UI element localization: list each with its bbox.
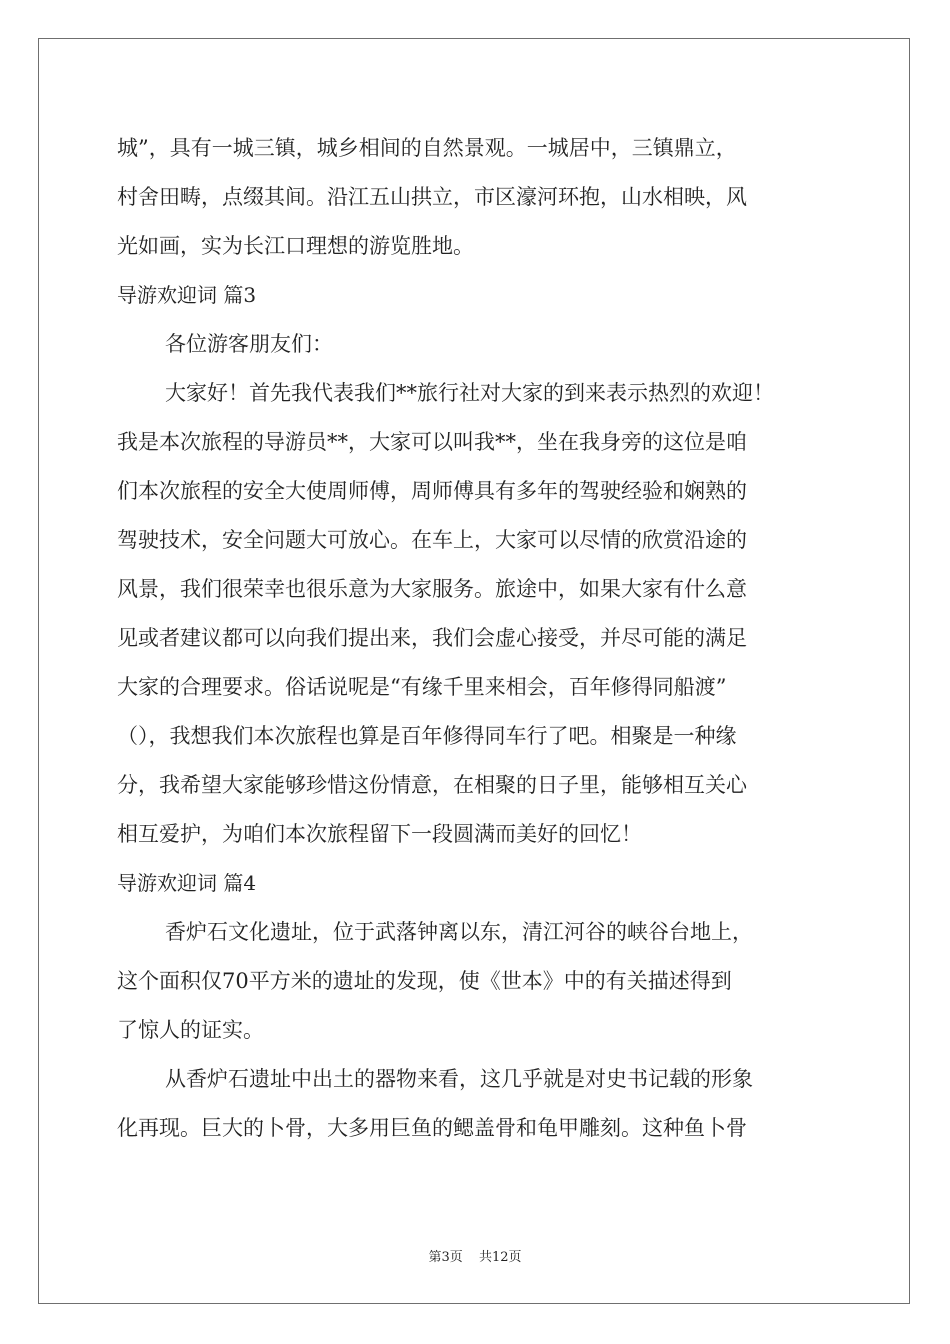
section-heading: 导游欢迎词 篇3 bbox=[117, 283, 257, 307]
page-number: 第3页 bbox=[428, 1250, 463, 1265]
text-line: 分，我希望大家能够珍惜这份情意，在相聚的日子里，能够相互关心 bbox=[117, 773, 747, 797]
page-total: 共12页 bbox=[478, 1250, 522, 1265]
document-body bbox=[117, 124, 837, 1153]
text-line: 驾驶技术，安全问题大可放心。在车上，大家可以尽情的欣赏沿途的 bbox=[117, 528, 747, 552]
text-line: 这个面积仅70平方米的遗址的发现，使《世本》中的有关描述得到 bbox=[117, 969, 732, 993]
text-line: （），我想我们本次旅程也算是百年修得同车行了吧。相聚是一种缘 bbox=[117, 724, 737, 748]
text-line: 香炉石文化遗址，位于武落钟离以东，清江河谷的峡谷台地上， bbox=[165, 920, 753, 944]
text-line: 风景，我们很荣幸也很乐意为大家服务。旅途中，如果大家有什么意 bbox=[117, 577, 747, 601]
text-line: 了惊人的证实。 bbox=[117, 1018, 264, 1042]
text-line: 村舍田畴，点缀其间。沿江五山拱立，市区濠河环抱，山水相映，风 bbox=[117, 185, 747, 209]
page-footer bbox=[0, 1246, 950, 1265]
text-line: 大家的合理要求。俗话说呢是“有缘千里来相会，百年修得同船渡” bbox=[117, 675, 727, 699]
text-line: 见或者建议都可以向我们提出来，我们会虚心接受，并尽可能的满足 bbox=[117, 626, 747, 650]
text-line: 光如画，实为长江口理想的游览胜地。 bbox=[117, 234, 474, 258]
text-line: 们本次旅程的安全大使周师傅，周师傅具有多年的驾驶经验和娴熟的 bbox=[117, 479, 747, 503]
text-line: 我是本次旅程的导游员**，大家可以叫我**，坐在我身旁的这位是咱 bbox=[117, 430, 747, 454]
text-line: 相互爱护，为咱们本次旅程留下一段圆满而美好的回忆！ bbox=[117, 822, 642, 846]
section-heading: 导游欢迎词 篇4 bbox=[117, 871, 257, 895]
text-line: 化再现。巨大的卜骨，大多用巨鱼的鳃盖骨和龟甲雕刻。这种鱼卜骨 bbox=[117, 1116, 747, 1140]
text-line: 城”，具有一城三镇，城乡相间的自然景观。一城居中，三镇鼎立， bbox=[117, 136, 737, 160]
text-line: 各位游客朋友们： bbox=[165, 332, 333, 356]
text-line: 从香炉石遗址中出土的器物来看，这几乎就是对史书记载的形象 bbox=[165, 1067, 753, 1091]
text-line: 大家好！首先我代表我们**旅行社对大家的到来表示热烈的欢迎！ bbox=[165, 381, 774, 405]
